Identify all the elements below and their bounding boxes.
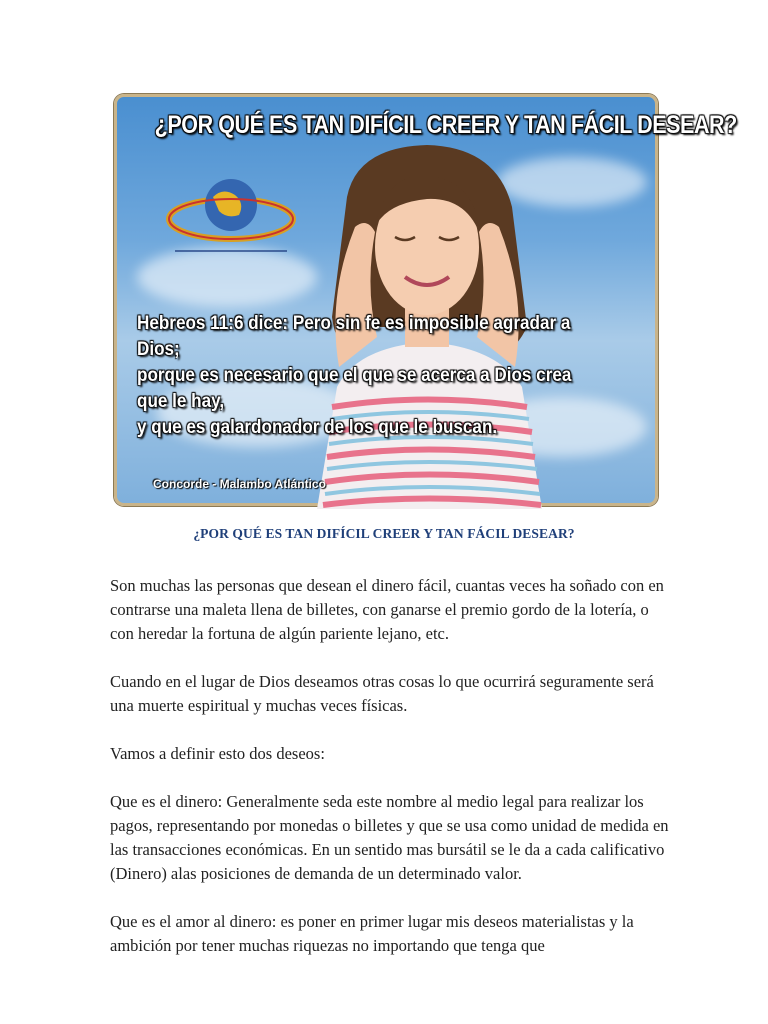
verse-line: Hebreos 11:6 dice: Pero sin fe es imposible agradar a Dios; xyxy=(137,313,571,360)
banner-title: ¿POR QUÉ ES TAN DIFÍCIL CREER Y TAN FÁCIL DESEAR? xyxy=(154,111,737,139)
paragraph: Que es el dinero: Generalmente seda este nombre al medio legal para realizar los pagos, representando por monedas o billetes y que se usa como unidad de medida en las transacciones económicas. En un sentido mas bursátil se le da a cada calificativo (Dinero) alas posiciones de demanda de un determinado valor. xyxy=(110,792,669,883)
paragraph: Que es el amor al dinero: es poner en primer lugar mis deseos materialistas y la ambición por tener muchas riquezas no importando que tenga que xyxy=(110,912,634,955)
paragraph: Cuando en el lugar de Dios deseamos otras cosas lo que ocurrirá seguramente será una muerte espiritual y muchas veces físicas. xyxy=(110,672,654,715)
paragraph: Vamos a definir esto dos deseos: xyxy=(110,744,325,763)
document-heading: ¿POR QUÉ ES TAN DIFÍCIL CREER Y TAN FÁCIL DESEAR? xyxy=(193,526,575,541)
bible-verse xyxy=(137,311,605,441)
globe-logo-icon xyxy=(161,167,301,267)
verse-line: y que es galardonador de los que le buscan. xyxy=(137,417,498,438)
document-body xyxy=(110,574,670,982)
banner-image xyxy=(114,94,737,506)
paragraph: Son muchas las personas que desean el dinero fácil, cuantas veces ha soñado con en contrarse una maleta llena de billetes, con ganarse el premio gordo de la lotería, o con heredar la fortuna de algún pariente lejano, etc. xyxy=(110,576,664,643)
verse-line: porque es necesario que el que se acerca a Dios crea que le hay, xyxy=(137,365,572,412)
banner-signature: Concorde - Malambo Atlántico xyxy=(153,477,326,491)
